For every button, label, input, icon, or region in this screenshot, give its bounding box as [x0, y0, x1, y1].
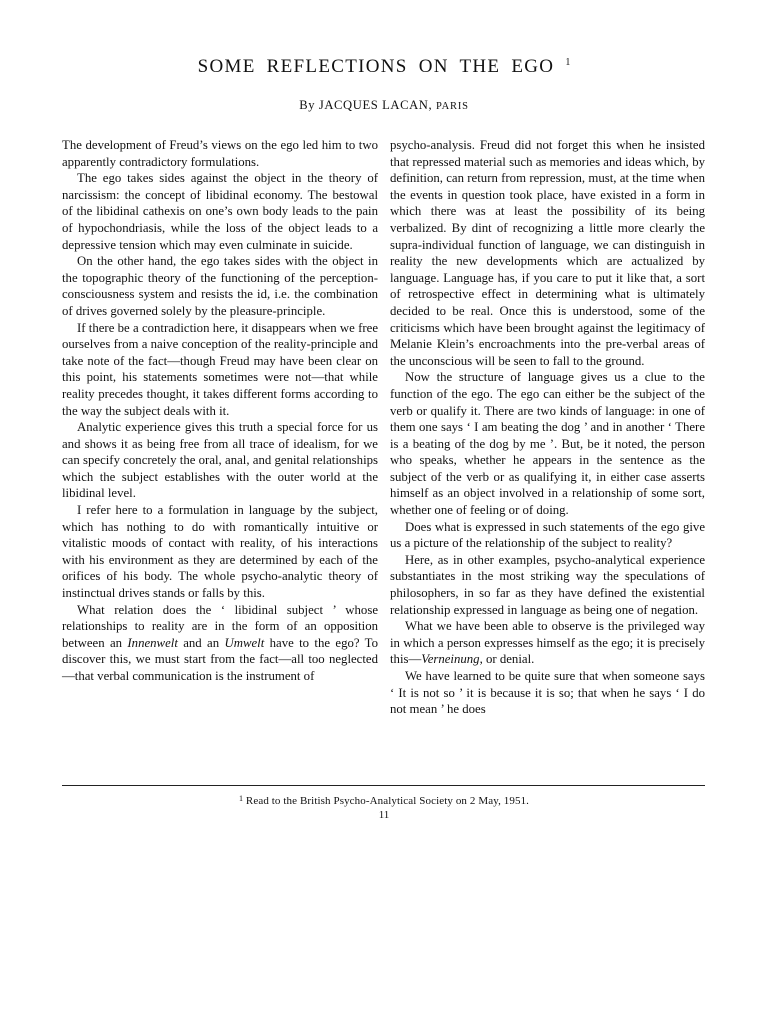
byline-author: By JACQUES LACAN, — [299, 98, 436, 112]
page-number: 11 — [378, 809, 390, 821]
paragraph: Does what is expressed in such statements of the ego give us a picture of the relationship of the subject to reality? — [390, 519, 705, 551]
paragraph: We have learned to be quite sure that when someone says ‘ It is not so ’ it is because it is so; that when he says ‘ I do not mean ’ he does — [390, 669, 705, 717]
byline-place: PARIS — [435, 101, 469, 112]
italic-term: Innenwelt — [127, 635, 178, 650]
paragraph: Now the structure of language gives us a clue to the function of the ego. The ego can either be the subject of the verb or qualify it. There are two kinds of language: in one of them one says ‘ I am beating the dog ’ and in another ‘ There is a beating of the dog by me ’. But, be it noted, the person who speaks, whether he appears in the sentence as the subject of the verb or as qualifying it, in either case asserts himself as an object involved in a relationship of some sort, whether one of feeling or of doing. — [390, 370, 705, 518]
left-column — [62, 137, 378, 685]
article-title — [0, 56, 768, 78]
footnote — [0, 794, 768, 807]
text-run: , or denial. — [479, 652, 535, 667]
paragraph: The ego takes sides against the object in the theory of narcissism: the concept of libidinal economy. The bestowal of the libidinal cathexis on one’s own body leads to the pain of hypochondriasis, while the loss of the object leads to a depressive tension which may even culminate in suicide. — [62, 171, 378, 252]
paragraph: Here, as in other examples, psycho-analytical experience substantiates in the most striking way the speculations of philosophers, in so far as they have defined the existential relationship expressed in language as being one of negation. — [390, 552, 705, 617]
title-footnote-marker: 1 — [565, 57, 571, 68]
text-run: have to the ego? To discover this, we must start from the fact—all too neglected—that verbal communication is the instrument of — [62, 635, 378, 683]
text-run: What relation does the ‘ libidinal subject ’ whose relationships to reality are in the form of an opposition between an — [62, 602, 378, 650]
footnote-text: Read to the British Psycho-Analytical Society on 2 May, 1951. — [243, 795, 530, 807]
paragraph: On the other hand, the ego takes sides with the object in the topographic theory of the functioning of the perception-consciousness system and resists the id, i.e. the combination of drives governed solely by the pleasure-principle. — [62, 254, 378, 318]
italic-term: Verneinung — [421, 652, 480, 667]
author-byline — [0, 98, 768, 113]
footnote-marker: 1 — [238, 794, 244, 803]
text-run: What we have been able to observe is the privileged way in which a person expresses himself as the ego; it is precisely this— — [390, 619, 705, 667]
italic-term: Umwelt — [224, 635, 265, 650]
paragraph: Analytic experience gives this truth a special force for us and shows it as being free from all trace of idealism, for we can specify concretely the oral, anal, and genital relationships which the subject establishes with the outer world at the libidinal level. — [62, 420, 378, 501]
paragraph — [62, 602, 378, 685]
paragraph — [390, 618, 705, 668]
paragraph: If there be a contradiction here, it disappears when we free ourselves from a naive conception of the reality-principle and take note of the fact—though Freud may have been clear on this point, his statements sometimes were not—that while reality precedes thought, it takes different forms according to the way the subject deals with it. — [62, 320, 378, 418]
paragraph: The development of Freud’s views on the ego led him to two apparently contradictory formulations. — [62, 138, 378, 169]
text-run: and an — [177, 635, 225, 650]
right-column — [390, 137, 705, 718]
article-title-text: SOME REFLECTIONS ON THE EGO — [197, 56, 555, 77]
paragraph: I refer here to a formulation in language by the subject, which has nothing to do with romantically intuitive or vitalistic moods of contact with reality, of his interactions with his environment as they are determined by each of the orifices of his body. The whole psycho-analytic theory of instinctual drives stands or falls by this. — [62, 503, 378, 601]
footnote-divider — [62, 785, 705, 786]
paragraph: psycho-analysis. Freud did not forget this when he insisted that repressed material such as memories and ideas which, by definition, can return from repression, must, at the time when the events in question took place, have existed in a form in which there was at least the possibility of its being verbalized. By dint of recognizing a little more clearly the supra-individual function of language, we can distinguish in reality the new developments which are actualized by language. Language has, if you care to put it like that, a sort of retrospective effect in determining what is ultimately decided to be real. Once this is understood, some of the criticisms which have been brought against the legitimacy of Melanie Klein’s encroachments into the pre-verbal areas of the unconscious will be seen to fall to the ground. — [390, 138, 705, 368]
